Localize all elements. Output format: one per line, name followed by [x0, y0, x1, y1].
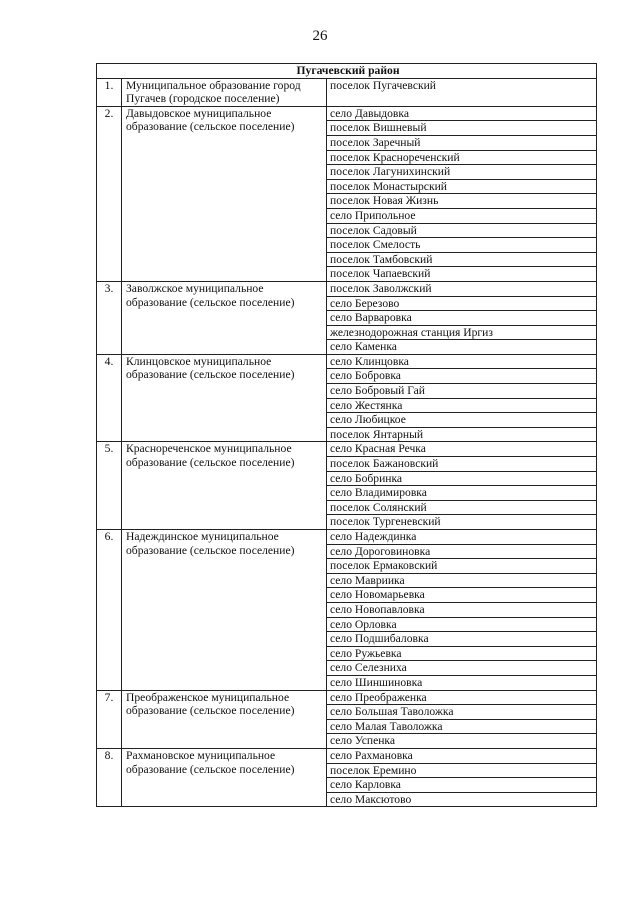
settlement-name: поселок Ермаковский: [327, 559, 597, 574]
settlement-name: поселок Солянский: [327, 500, 597, 515]
settlement-name: село Мавриика: [327, 573, 597, 588]
municipality-name: Муниципальное образование город Пугачев (городское поселение): [122, 78, 327, 106]
settlement-name: село Владимировка: [327, 486, 597, 501]
settlement-name: село Преображенка: [327, 690, 597, 705]
settlement-name: село Давыдовка: [327, 106, 597, 121]
table-row: [97, 78, 597, 106]
municipality-name: Рахмановское муниципальное образование (сельское поселение): [122, 748, 327, 806]
table-row: [97, 281, 597, 296]
settlement-name: поселок Заречный: [327, 135, 597, 150]
district-header-row: [97, 64, 597, 79]
settlement-name: село Жестянка: [327, 398, 597, 413]
table-row: [97, 106, 597, 121]
table-row: [97, 530, 597, 545]
settlement-name: поселок Заволжский: [327, 281, 597, 296]
settlement-name: поселок Пугачевский: [327, 78, 597, 106]
municipality-name: Клинцовское муниципальное образование (сельское поселение): [122, 354, 327, 442]
municipality-number: 1.: [97, 78, 122, 106]
municipality-number: 4.: [97, 354, 122, 442]
table-row: [97, 690, 597, 705]
settlements-table: [96, 63, 597, 807]
settlement-name: село Карловка: [327, 778, 597, 793]
settlement-name: поселок Вишневый: [327, 121, 597, 136]
settlement-name: село Любицкое: [327, 413, 597, 428]
settlement-name: поселок Новая Жизнь: [327, 194, 597, 209]
settlement-name: село Надеждинка: [327, 530, 597, 545]
settlement-name: поселок Монастырский: [327, 179, 597, 194]
municipality-name: Давыдовское муниципальное образование (сельское поселение): [122, 106, 327, 281]
municipality-number: 7.: [97, 690, 122, 748]
municipality-name: Краснореченское муниципальное образование (сельское поселение): [122, 442, 327, 530]
settlement-name: поселок Бажановский: [327, 457, 597, 472]
settlement-name: поселок Тургеневский: [327, 515, 597, 530]
settlement-name: поселок Смелость: [327, 238, 597, 253]
settlement-name: село Красная Речка: [327, 442, 597, 457]
settlement-name: село Бобринка: [327, 471, 597, 486]
table-row: [97, 442, 597, 457]
page-number: 26: [312, 28, 328, 44]
settlement-name: поселок Краснореченский: [327, 150, 597, 165]
settlement-name: поселок Янтарный: [327, 427, 597, 442]
settlement-name: поселок Чапаевский: [327, 267, 597, 282]
settlement-name: село Новомарьевка: [327, 588, 597, 603]
settlement-name: село Варваровка: [327, 311, 597, 326]
settlement-name: село Орловка: [327, 617, 597, 632]
settlement-name: село Шиншиновка: [327, 675, 597, 690]
settlement-name: село Клинцовка: [327, 354, 597, 369]
settlement-name: железнодорожная станция Иргиз: [327, 325, 597, 340]
settlement-name: село Припольное: [327, 208, 597, 223]
municipality-number: 5.: [97, 442, 122, 530]
municipality-name: Заволжское муниципальное образование (сельское поселение): [122, 281, 327, 354]
settlement-name: село Новопавловка: [327, 602, 597, 617]
municipality-number: 3.: [97, 281, 122, 354]
municipality-number: 8.: [97, 748, 122, 806]
settlement-name: село Рахмановка: [327, 748, 597, 763]
settlement-name: село Максютово: [327, 792, 597, 807]
settlement-name: село Бобровка: [327, 369, 597, 384]
district-title: Пугачевский район: [97, 64, 597, 79]
settlement-name: село Каменка: [327, 340, 597, 355]
table-row: [97, 748, 597, 763]
table-body: [97, 64, 597, 807]
settlement-name: село Успенка: [327, 734, 597, 749]
settlement-name: поселок Садовый: [327, 223, 597, 238]
settlement-name: село Подшибаловка: [327, 632, 597, 647]
settlement-name: поселок Еремино: [327, 763, 597, 778]
municipality-name: Преображенское муниципальное образование (сельское поселение): [122, 690, 327, 748]
settlement-name: поселок Тамбовский: [327, 252, 597, 267]
table-row: [97, 354, 597, 369]
municipality-number: 6.: [97, 530, 122, 691]
settlement-name: село Бобровый Гай: [327, 384, 597, 399]
settlement-name: село Березово: [327, 296, 597, 311]
municipality-name: Надеждинское муниципальное образование (сельское поселение): [122, 530, 327, 691]
settlement-name: село Большая Таволожка: [327, 705, 597, 720]
settlement-name: село Ружьевка: [327, 646, 597, 661]
settlement-name: село Малая Таволожка: [327, 719, 597, 734]
settlement-name: село Дороговиновка: [327, 544, 597, 559]
settlement-name: поселок Лагунихинский: [327, 165, 597, 180]
settlement-name: село Селезниха: [327, 661, 597, 676]
municipality-number: 2.: [97, 106, 122, 281]
